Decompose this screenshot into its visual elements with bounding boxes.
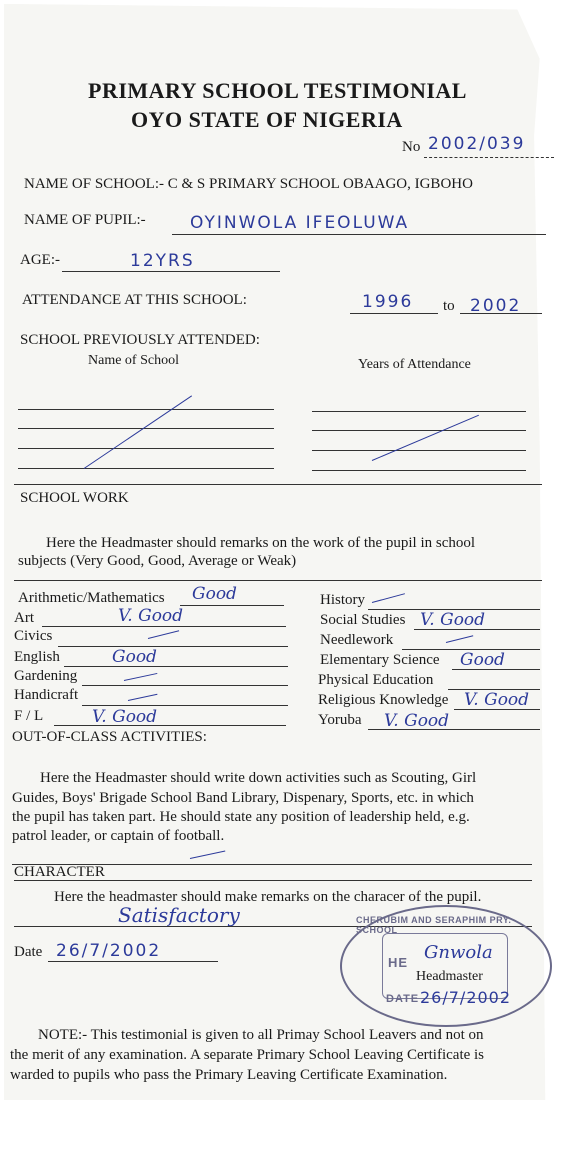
- subject-line: [42, 626, 286, 627]
- previous-line: [18, 409, 274, 410]
- subject-line: [82, 705, 288, 706]
- subject-grade: Good: [192, 584, 237, 604]
- previous-line: [312, 430, 526, 431]
- number-line: [424, 157, 554, 158]
- subject-grade: V. Good: [464, 690, 530, 710]
- attendance-to-label: to: [443, 298, 455, 314]
- subject-line: [414, 629, 540, 630]
- school-work-instructions: subjects (Very Good, Good, Average or Weak): [18, 553, 297, 569]
- number-value: 2002/039: [428, 134, 526, 154]
- subject-label: Needlework: [320, 632, 394, 648]
- stamp-date-label: DATE: [386, 993, 420, 1005]
- subject-label: English: [14, 649, 60, 665]
- age-value: 12YRS: [130, 251, 195, 271]
- headmaster-signature: Gnwola: [424, 942, 493, 963]
- previous-col-years: Years of Attendance: [358, 357, 471, 372]
- subject-line: [54, 725, 286, 726]
- school-work-heading: SCHOOL WORK: [20, 490, 129, 506]
- character-value: Satisfactory: [118, 903, 240, 927]
- attendance-label: ATTENDANCE AT THIS SCHOOL:: [22, 292, 247, 308]
- subject-label: Arithmetic/Mathematics: [18, 590, 165, 606]
- subject-label: Yoruba: [318, 712, 362, 728]
- subject-grade: V. Good: [420, 610, 486, 630]
- school-name-label: NAME OF SCHOOL:- C & S PRIMARY SCHOOL OBAAGO, IGBOHO: [24, 176, 473, 192]
- number-label: No: [402, 139, 421, 155]
- subject-label: Handicraft: [14, 687, 79, 703]
- previous-line: [18, 428, 274, 429]
- previous-line: [18, 468, 274, 469]
- section-divider: [14, 484, 542, 485]
- subject-line: [368, 729, 540, 730]
- subject-label: Social Studies: [320, 612, 406, 628]
- attendance-from-line: [350, 313, 438, 314]
- subject-line: [454, 709, 540, 710]
- note-text: NOTE:- This testimonial is given to all Primay School Leavers and not on: [38, 1027, 484, 1043]
- activities-text: Here the Headmaster should write down activities such as Scouting, Girl: [40, 770, 477, 786]
- age-line: [62, 271, 280, 272]
- date-value: 26/7/2002: [56, 941, 162, 961]
- section-divider: [14, 580, 542, 581]
- character-heading: CHARACTER: [14, 864, 105, 880]
- previous-line: [18, 448, 274, 449]
- subject-label: Civics: [14, 628, 53, 644]
- subject-grade: Good: [460, 650, 505, 670]
- age-label: AGE:-: [20, 252, 60, 268]
- subject-label: F / L: [14, 708, 44, 724]
- note-text: warded to pupils who pass the Primary Leaving Certificate Examination.: [10, 1067, 448, 1083]
- activities-heading: OUT-OF-CLASS ACTIVITIES:: [12, 729, 207, 745]
- subject-label: Physical Education: [318, 672, 434, 688]
- document-title: PRIMARY SCHOOL TESTIMONIAL: [88, 78, 467, 103]
- previous-line: [312, 450, 526, 451]
- subject-grade: V. Good: [384, 711, 450, 731]
- school-stamp: [340, 905, 552, 1027]
- previous-col-name: Name of School: [88, 353, 179, 368]
- subject-line: [58, 646, 288, 647]
- attendance-from: 1996: [362, 292, 414, 312]
- character-line: [14, 880, 532, 881]
- subject-label: Gardening: [14, 668, 78, 684]
- activities-text: Guides, Boys' Brigade School Band Library, Dispenary, Sports, etc. in which: [12, 790, 474, 806]
- pupil-name-line: [172, 234, 546, 235]
- stamp-ring-text: CHERUBIM AND SERAPHIM PRY. SCHOOL: [356, 915, 512, 935]
- attendance-to: 2002: [470, 296, 522, 316]
- subject-label: History: [320, 592, 365, 608]
- stamp-date-value: 26/7/2002: [420, 988, 512, 1007]
- subject-line: [82, 685, 288, 686]
- stamp-he: HE: [388, 955, 409, 970]
- school-work-instructions: Here the Headmaster should remarks on the work of the pupil in school: [46, 535, 476, 551]
- attendance-to-line: [460, 313, 542, 314]
- subject-label: Religious Knowledge: [318, 692, 449, 708]
- activities-text: patrol leader, or captain of football.: [12, 828, 225, 844]
- pupil-name-value: OYINWOLA IFEOLUWA: [190, 213, 410, 233]
- date-label: Date: [14, 944, 43, 960]
- subject-grade: V. Good: [92, 707, 158, 727]
- subject-line: [64, 666, 288, 667]
- subject-grade: Good: [112, 647, 157, 667]
- pupil-name-label: NAME OF PUPIL:-: [24, 212, 146, 228]
- previous-school-heading: SCHOOL PREVIOUSLY ATTENDED:: [20, 332, 260, 348]
- document-subtitle: OYO STATE OF NIGERIA: [131, 107, 403, 132]
- activities-text: the pupil has taken part. He should state any position of leadership held, e.g.: [12, 809, 470, 825]
- subject-line: [180, 605, 284, 606]
- previous-line: [312, 470, 526, 471]
- subject-label: Art: [14, 610, 34, 626]
- subject-line: [452, 669, 540, 670]
- headmaster-label: Headmaster: [416, 969, 483, 984]
- character-instructions: Here the headmaster should make remarks on the characer of the pupil.: [54, 889, 482, 905]
- note-text: the merit of any examination. A separate Primary School Leaving Certificate is: [10, 1047, 485, 1063]
- previous-line: [312, 411, 526, 412]
- subject-grade: V. Good: [118, 606, 184, 626]
- date-line: [48, 961, 218, 962]
- subject-label: Elementary Science: [320, 652, 440, 668]
